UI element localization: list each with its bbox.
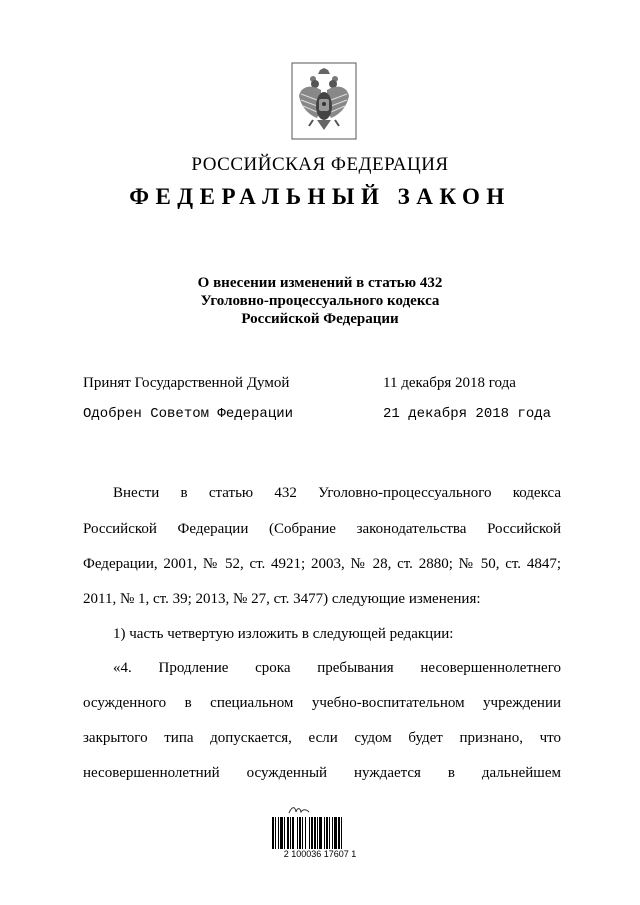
body-line: закрытого типа допускается, если судом будет признано, что (83, 730, 561, 746)
law-title-line: Российской Федерации (241, 311, 399, 327)
barcode-bar (275, 817, 276, 849)
barcode-number: 2 100036 17607 1 (283, 849, 357, 859)
barcode-bar (329, 817, 330, 849)
body-line: Внести в статью 432 Уголовно-процессуального кодекса (113, 485, 561, 501)
barcode-bar (297, 817, 298, 849)
country-name: РОССИЙСКАЯ ФЕДЕРАЦИЯ (191, 154, 449, 175)
law-title-line: О внесении изменений в статью 432 (197, 275, 443, 291)
barcode-bar (280, 817, 283, 849)
body-line: несовершеннолетний осужденный нуждается в дальнейшем (83, 765, 561, 781)
barcode-bar (317, 817, 318, 849)
barcode-bar (302, 817, 303, 849)
duma-adoption-date: 11 декабря 2018 года (383, 375, 516, 391)
body-line: «4. Продление срока пребывания несовершеннолетнего (113, 660, 561, 676)
body-line: осужденного в специальном учебно-воспитательном учреждении (83, 695, 561, 711)
body-line: 1) часть четвертую изложить в следующей редакции: (113, 626, 454, 642)
coat-of-arms-icon (291, 62, 357, 140)
barcode-bar (314, 817, 316, 849)
barcode-bar (319, 817, 322, 849)
barcode-bar (326, 817, 328, 849)
barcode-bar (284, 817, 285, 849)
document-type: ФЕДЕРАЛЬНЫЙ ЗАКОН (129, 184, 511, 209)
barcode-bar (292, 817, 294, 849)
barcode-bar (278, 817, 279, 849)
council-approval-date: 21 декабря 2018 года (383, 406, 552, 422)
barcode-bar (299, 817, 301, 849)
barcode-bar (338, 817, 340, 849)
body-line: 2011, № 1, ст. 39; 2013, № 27, ст. 3477) следующие изменения: (83, 591, 481, 607)
barcode-bar (272, 817, 274, 849)
barcode (272, 817, 360, 849)
law-title (0, 274, 640, 328)
barcode-bar (309, 817, 310, 849)
barcode-bar (332, 817, 333, 849)
body-line: Федерации, 2001, № 52, ст. 4921; 2003, № 28, ст. 2880; № 50, ст. 4847; (83, 556, 561, 572)
barcode-bar (341, 817, 342, 849)
barcode-bar (334, 817, 337, 849)
barcode-bar (311, 817, 313, 849)
barcode-bar (287, 817, 289, 849)
law-title-line: Уголовно-процессуального кодекса (200, 293, 440, 309)
council-approval-label: Одобрен Советом Федерации (83, 406, 294, 422)
barcode-bar (305, 817, 306, 849)
body-line: Российской Федерации (Собрание законодательства Российской (83, 521, 561, 537)
duma-adoption-label: Принят Государственной Думой (83, 375, 290, 391)
barcode-bar (324, 817, 325, 849)
barcode-bar (290, 817, 291, 849)
